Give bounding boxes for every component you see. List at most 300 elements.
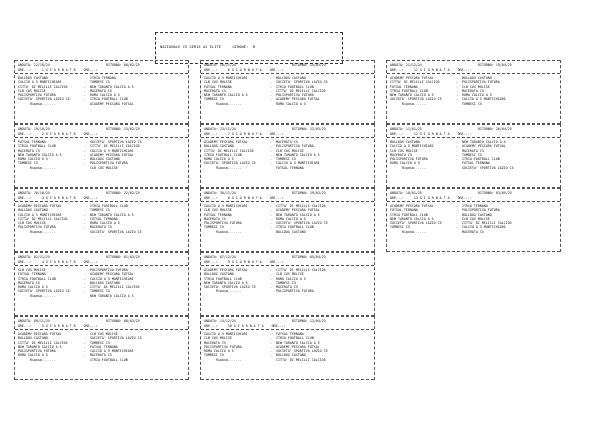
home-team: ACADEMY PESCARA FUTSAL [18,332,62,336]
match-separator: - [456,84,458,89]
match-separator: - [270,344,272,349]
ore-label: ORE...: [18,67,32,72]
giornata-number: 7 [227,131,230,136]
match-separator: - [270,84,272,89]
away-team: FUTSAL TERNANA [276,332,304,336]
andata-date: 09/11/24 [33,319,50,323]
riposo-label: Riposa....... [216,289,242,294]
ore-label-return: ORE...: [83,195,98,200]
divider [387,201,560,202]
ore-label-return: ORE...: [457,67,472,72]
home-team: SOCIETA' SPORTIVA LAZIO C5 [390,97,442,102]
match-separator: - [456,161,458,166]
andata-label: ANDATA: [18,191,32,195]
giornata-label: G I O R N A T A [45,259,76,264]
ore-label: ORE...: [18,323,32,328]
match-separator: - [270,80,272,85]
home-team: POLISPORTIVA FUTURA [204,344,242,349]
away-team: CLB CUS MOLISE [462,84,490,89]
match-separator: - [456,144,458,149]
match-separator: - [270,88,272,93]
away-team: SOCIETA' SPORTIVA LAZIO C5 [276,221,328,226]
away-team: CALCIO A 5 MONTICHIARI [276,161,320,166]
away-team: ACADEMY PESCARA FUTSAL [90,152,134,157]
giornata-block [386,188,561,252]
riposo-label: Riposa....... [402,229,428,234]
home-team: NEW TARANTO CALCIO A 5 [390,93,434,98]
away-team: ITRIA FOOTBALL CLUB [462,157,500,162]
away-team: ROMA CALCIO A 5 [90,221,120,226]
match-list [204,76,371,106]
giornata-number: 5 [41,323,44,328]
ore-label: ORE...: [204,323,218,328]
giornata-label: G I O R N A T A [45,195,76,200]
giornata-title-row [204,324,371,328]
resting-team: ACADEMY PESCARA FUTSAL [90,101,134,106]
giornata-block [200,60,375,124]
away-team: POLISPORTIVA FUTURA [90,268,128,272]
divider [201,73,374,74]
divider [15,73,188,74]
match-separator: - [84,289,86,294]
ritorno-date: 08/03/25 [123,319,140,323]
match-separator: - [456,204,458,208]
divider [15,188,188,189]
andata-date: 21/12/24 [405,63,422,67]
ore-label: ORE...: [18,259,32,264]
away-team: NEW TARANTO CALCIO A 5 [276,340,320,345]
home-team: CALCIO A 5 MONTICHIARI [204,76,248,80]
giornata-title-row [204,132,371,136]
home-team: NEW TARANTO CALCIO A 5 [204,93,248,98]
giornata-title-row [18,132,185,136]
away-team: BULLDOG CASTANO [462,212,492,217]
giornata-label: G I O R N A T A [231,131,262,136]
home-team: CLB CUS MOLISE [390,148,418,153]
away-team: CITTA' DI MELILLI CALCIO5 [90,144,140,149]
home-team: CLB CUS MOLISE [204,336,232,341]
away-team: ACADEMY PESCARA FUTSAL [276,344,320,349]
away-team: CALCIO A 5 MONTICHIARI [90,349,134,354]
match-separator: - [270,76,272,80]
away-team: CLB CUS MOLISE [276,148,304,153]
giornata-title-row [204,196,371,200]
ritorno-label: RITORNO: [106,255,122,259]
home-team: TOMBESI C5 [204,353,224,358]
away-team: ITRIA FOOTBALL CLUB [276,84,314,89]
match-separator: - [456,88,458,93]
away-team: MACERATA C5 [462,88,484,93]
match-separator: - [84,349,86,354]
away-team: CLB CUS MOLISE [90,332,118,336]
championship-title: NAZIONALE C5 SERIE A2 ELITE [160,45,222,49]
giornata-label: G I O R N A T A [45,131,76,136]
ritorno-date: 05/04/25 [309,255,326,259]
home-team: BULLDOG CASTANO [390,140,420,144]
home-team: NEW TARANTO CALCIO A 5 [18,152,62,157]
giornata-title-row [204,68,371,72]
giornata-block [386,124,561,188]
giornata-block [386,60,561,124]
giornata-label: G I O R N A T A [45,67,76,72]
match-separator: - [84,208,86,213]
match-separator: - [84,152,86,157]
home-team: CLB CUS MOLISE [18,221,46,226]
away-team: BULLDOG CASTANO [462,76,492,80]
home-team: ACADEMY PESCARA FUTSAL [18,204,62,208]
home-team: TOMBESI C5 [204,97,224,102]
match-list [18,76,185,106]
home-team: TOMBESI C5 [18,161,38,166]
away-team: CITTA' DI MELILLI CALCIO5 [276,268,326,272]
match-row [204,358,371,362]
home-team: ITRIA FOOTBALL CLUB [204,276,242,281]
riposo-label: Riposa....... [216,229,242,234]
andata-date: 07/12/24 [219,255,236,259]
divider [201,379,374,380]
divider [387,73,560,74]
giornata-label: G I O R N A T A [419,131,450,136]
divider [15,201,188,202]
ritorno-date: 03/05/25 [495,191,512,195]
home-team: ROMA CALCIO A 5 [18,285,48,290]
away-team: CALCIO A 5 MONTICHIARI [90,148,134,153]
andata-date: 30/11/24 [219,191,236,195]
home-team: CALCIO A 5 MONTICHIARI [204,332,248,336]
giornata-block [14,188,189,252]
giornata-label: G I O R N A T A [231,259,262,264]
divider [201,265,374,266]
ore-label: ORE...: [390,67,404,72]
home-team: POLISPORTIVA FUTURA [18,93,56,98]
away-team: TOMBESI C5 [90,208,110,213]
away-team: POLISPORTIVA FUTURA [90,161,128,166]
riposo-label: Riposa....... [30,165,56,170]
away-team: CLB CUS MOLISE [462,216,490,221]
home-team: ROMA CALCIO A 5 [18,157,48,162]
home-team: FUTSAL TERNANA [390,84,418,89]
riposo-label: Riposa....... [402,101,428,106]
home-team: BULLDOG CASTANO [18,76,48,80]
divider [15,124,188,125]
match-separator: - [270,225,272,230]
ritorno-label: RITORNO: [106,127,122,131]
away-team: ROMA CALCIO A 5 [90,93,120,98]
riposo-label: Riposa....... [216,165,242,170]
match-list [18,332,185,362]
home-team: NEW TARANTO CALCIO A 5 [18,344,62,349]
match-separator: - [84,332,86,336]
ore-label-return: ORE...: [83,259,98,264]
giornata-block [14,316,189,380]
home-team: ROMA CALCIO A 5 [18,353,48,358]
ore-label-return: ORE...: [83,323,98,328]
away-team: MACERATA C5 [90,225,112,230]
resting-team: POLISPORTIVA FUTURA [276,289,314,294]
match-separator: - [270,144,272,149]
away-team: BULLDOG CASTANO [90,280,120,285]
away-team: POLISPORTIVA FUTURA [462,208,500,213]
resting-team: SOCIETA' SPORTIVA LAZIO C5 [462,165,514,170]
divider [201,316,374,317]
riposo-label: Riposa....... [30,101,56,106]
match-separator: - [84,157,86,162]
divider [387,124,560,125]
home-team: FUTSAL TERNANA [18,140,46,144]
resting-team: FUTSAL TERNANA [276,165,304,170]
ritorno-label: RITORNO: [106,63,122,67]
match-separator: - [456,225,458,230]
home-team: SOCIETA' SPORTIVA LAZIO C5 [390,221,442,226]
home-team: ACADEMY PESCARA FUTSAL [390,204,434,208]
andata-label: ANDATA: [204,255,218,259]
match-separator: - [84,353,86,358]
andata-date: 19/10/24 [33,127,50,131]
ritorno-date: 15/02/25 [123,127,140,131]
giornata-title-row [18,324,185,328]
giornata-title-row [204,260,371,264]
column-left [14,60,189,380]
divider [387,60,560,61]
match-separator: - [456,140,458,144]
andata-date: 26/10/24 [33,191,50,195]
match-separator: - [456,157,458,162]
divider [387,251,560,252]
match-separator: - [84,280,86,285]
riposo-label: Riposa....... [216,101,242,106]
away-team: NEW TARANTO CALCIO A 5 [276,152,320,157]
divider [15,316,188,317]
away-team: BULLDOG CASTANO [276,76,306,80]
andata-label: ANDATA: [18,63,32,67]
match-list [204,268,371,294]
giornata-number: 13 [413,195,418,200]
match-separator: - [270,276,272,281]
away-team: ITRIA FOOTBALL CLUB [90,97,128,102]
giornata-block [14,252,189,316]
column-right [386,60,561,252]
home-team: CALCIO A 5 MONTICHIARI [204,204,248,208]
giornata-number: 12 [413,131,418,136]
ore-label-return: ORE...: [269,131,284,136]
match-separator: - [456,97,458,102]
ore-label: ORE...: [204,67,218,72]
andata-label: ANDATA: [18,255,32,259]
match-separator: - [456,152,458,157]
match-row [390,102,557,106]
riposo-label: Riposa....... [402,165,428,170]
home-team: CLB CUS MOLISE [18,268,46,272]
match-separator: - [84,344,86,349]
home-team: CITTA' DI MELILLI CALCIO5 [18,84,68,89]
home-team: MACERATA C5 [18,148,40,153]
match-separator: - [84,140,86,144]
ritorno-date: 12/04/25 [309,319,326,323]
match-separator: - [270,268,272,272]
away-team: ROMA CALCIO A 5 [462,93,492,98]
header-line [160,45,255,49]
ore-label: ORE...: [204,259,218,264]
away-team: ROMA CALCIO A 5 [276,276,306,281]
riposo-label: Riposa....... [30,357,56,362]
giornata-label: G I O R N A T A [419,67,450,72]
andata-label: ANDATA: [204,127,218,131]
away-team: TOMBESI C5 [276,280,296,285]
match-separator: - [456,208,458,213]
resting-team: MACERATA C5 [462,229,484,234]
match-separator: - [84,221,86,226]
ritorno-label: RITORNO: [292,63,308,67]
giornata-number: 2 [41,131,44,136]
away-team: MACERATA C5 [90,353,112,358]
home-team: TOMBESI C5 [390,225,410,230]
home-team: ITRIA FOOTBALL CLUB [204,152,242,157]
resting-team: ITRIA FOOTBALL CLUB [90,357,128,362]
match-row [204,230,371,234]
home-team: POLISPORTIVA FUTURA [18,225,56,230]
home-team: BULLDOG CASTANO [204,144,234,149]
giornata-number: 8 [227,195,230,200]
giornata-label: G I O R N A T A [419,195,450,200]
ritorno-label: RITORNO: [106,191,122,195]
home-team: CITTA' DI MELILLI CALCIO5 [18,216,68,221]
match-separator: - [84,216,86,221]
giornata-block [200,252,375,316]
divider [15,379,188,380]
match-separator: - [84,225,86,230]
divider [201,124,374,125]
ore-label-return: ORE...: [271,323,286,328]
away-team: FUTSAL TERNANA [90,344,118,349]
divider [201,188,374,189]
andata-date: 11/01/25 [405,127,422,131]
match-separator: - [84,144,86,149]
home-team: POLISPORTIVA FUTURA [390,157,428,162]
giornata-number: 9 [227,259,230,264]
away-team: FUTSAL TERNANA [462,161,490,166]
match-separator: - [456,93,458,98]
away-team: CITTA' DI MELILLI CALCIO5 [276,204,326,208]
match-separator: - [270,152,272,157]
match-separator: - [270,97,272,102]
home-team: ITRIA FOOTBALL CLUB [18,276,56,281]
resting-team: ROMA CALCIO A 5 [276,101,306,106]
match-separator: - [84,80,86,85]
match-row [204,289,371,293]
away-team: TOMBESI C5 [276,157,296,162]
divider [15,60,188,61]
home-team: MACERATA C5 [204,216,226,221]
match-list [390,140,557,170]
match-row [204,102,371,106]
away-team: NEW TARANTO CALCIO A 5 [462,140,506,144]
away-team: TOMBESI C5 [90,340,110,345]
away-team: ROMA CALCIO A 5 [276,216,306,221]
match-separator: - [84,336,86,341]
away-team: CALCIO A 5 MONTICHIARI [90,276,134,281]
ritorno-date: 26/04/25 [495,127,512,131]
match-separator: - [456,80,458,85]
home-team: FUTSAL TERNANA [204,212,232,217]
away-team: ITRIA FOOTBALL CLUB [276,225,314,230]
giornata-label: G I O R N A T A [231,67,262,72]
match-separator: - [270,280,272,285]
home-team: ITRIA FOOTBALL CLUB [390,88,428,93]
andata-date: 02/11/24 [33,255,50,259]
match-separator: - [84,84,86,89]
ritorno-date: 29/03/25 [309,191,326,195]
away-team: POLISPORTIVA FUTURA [462,80,500,85]
divider [201,137,374,138]
match-row [18,230,185,234]
andata-date: 18/01/25 [405,191,422,195]
andata-label: ANDATA: [18,127,32,131]
match-separator: - [84,276,86,281]
match-row [390,166,557,170]
giornata-label: G I O R N A T A [233,323,264,328]
divider [201,329,374,330]
resting-team: NEW TARANTO CALCIO A 5 [90,293,134,298]
home-team: SOCIETA' SPORTIVA LAZIO C5 [18,97,70,102]
away-team: ITRIA FOOTBALL CLUB [90,204,128,208]
home-team: CALCIO A 5 MONTICHIARI [390,144,434,149]
ore-label-return: ORE...: [269,259,284,264]
match-separator: - [84,272,86,277]
divider [15,329,188,330]
match-separator: - [270,212,272,217]
match-row [18,166,185,170]
giornata-number: 10 [227,323,232,328]
match-separator: - [456,216,458,221]
match-list [18,140,185,170]
ore-label: ORE...: [204,131,218,136]
match-separator: - [270,340,272,345]
ritorno-label: RITORNO: [292,319,308,323]
giornata-title-row [390,132,557,136]
away-team: SOCIETA' SPORTIVA LAZIO C5 [90,336,142,341]
home-team: ITRIA FOOTBALL CLUB [390,212,428,217]
home-team: MACERATA C5 [390,152,412,157]
andata-label: ANDATA: [204,63,218,67]
home-team: CITTA' DI MELILLI CALCIO5 [204,148,254,153]
match-separator: - [270,285,272,290]
away-team: TOMBESI C5 [462,152,482,157]
ritorno-date: 01/03/25 [123,255,140,259]
home-team: SOCIETA' SPORTIVA LAZIO C5 [18,289,70,294]
home-team: CALCIO A 5 MONTICHIARI [18,80,62,85]
divider [201,252,374,253]
away-team: ITRIA FOOTBALL CLUB [276,336,314,341]
divider [387,188,560,189]
match-separator: - [270,349,272,354]
home-team: ACADEMY PESCARA FUTSAL [204,140,248,144]
match-separator: - [270,216,272,221]
divider [15,137,188,138]
away-team: ACADEMY PESCARA FUTSAL [462,144,506,149]
away-team: MACERATA C5 [276,140,298,144]
home-team: CLB CUS MOLISE [204,80,232,85]
riposo-label: Riposa....... [30,293,56,298]
home-team: MACERATA C5 [204,88,226,93]
andata-label: ANDATA: [18,319,32,323]
ore-label-return: ORE...: [83,67,98,72]
home-team: CLB CUS MOLISE [204,208,232,213]
match-separator: - [270,140,272,144]
match-row [18,102,185,106]
andata-date: 12/10/24 [33,63,50,67]
away-team: BULLDOG CASTANO [90,157,120,162]
riposo-label: Riposa....... [216,357,242,362]
